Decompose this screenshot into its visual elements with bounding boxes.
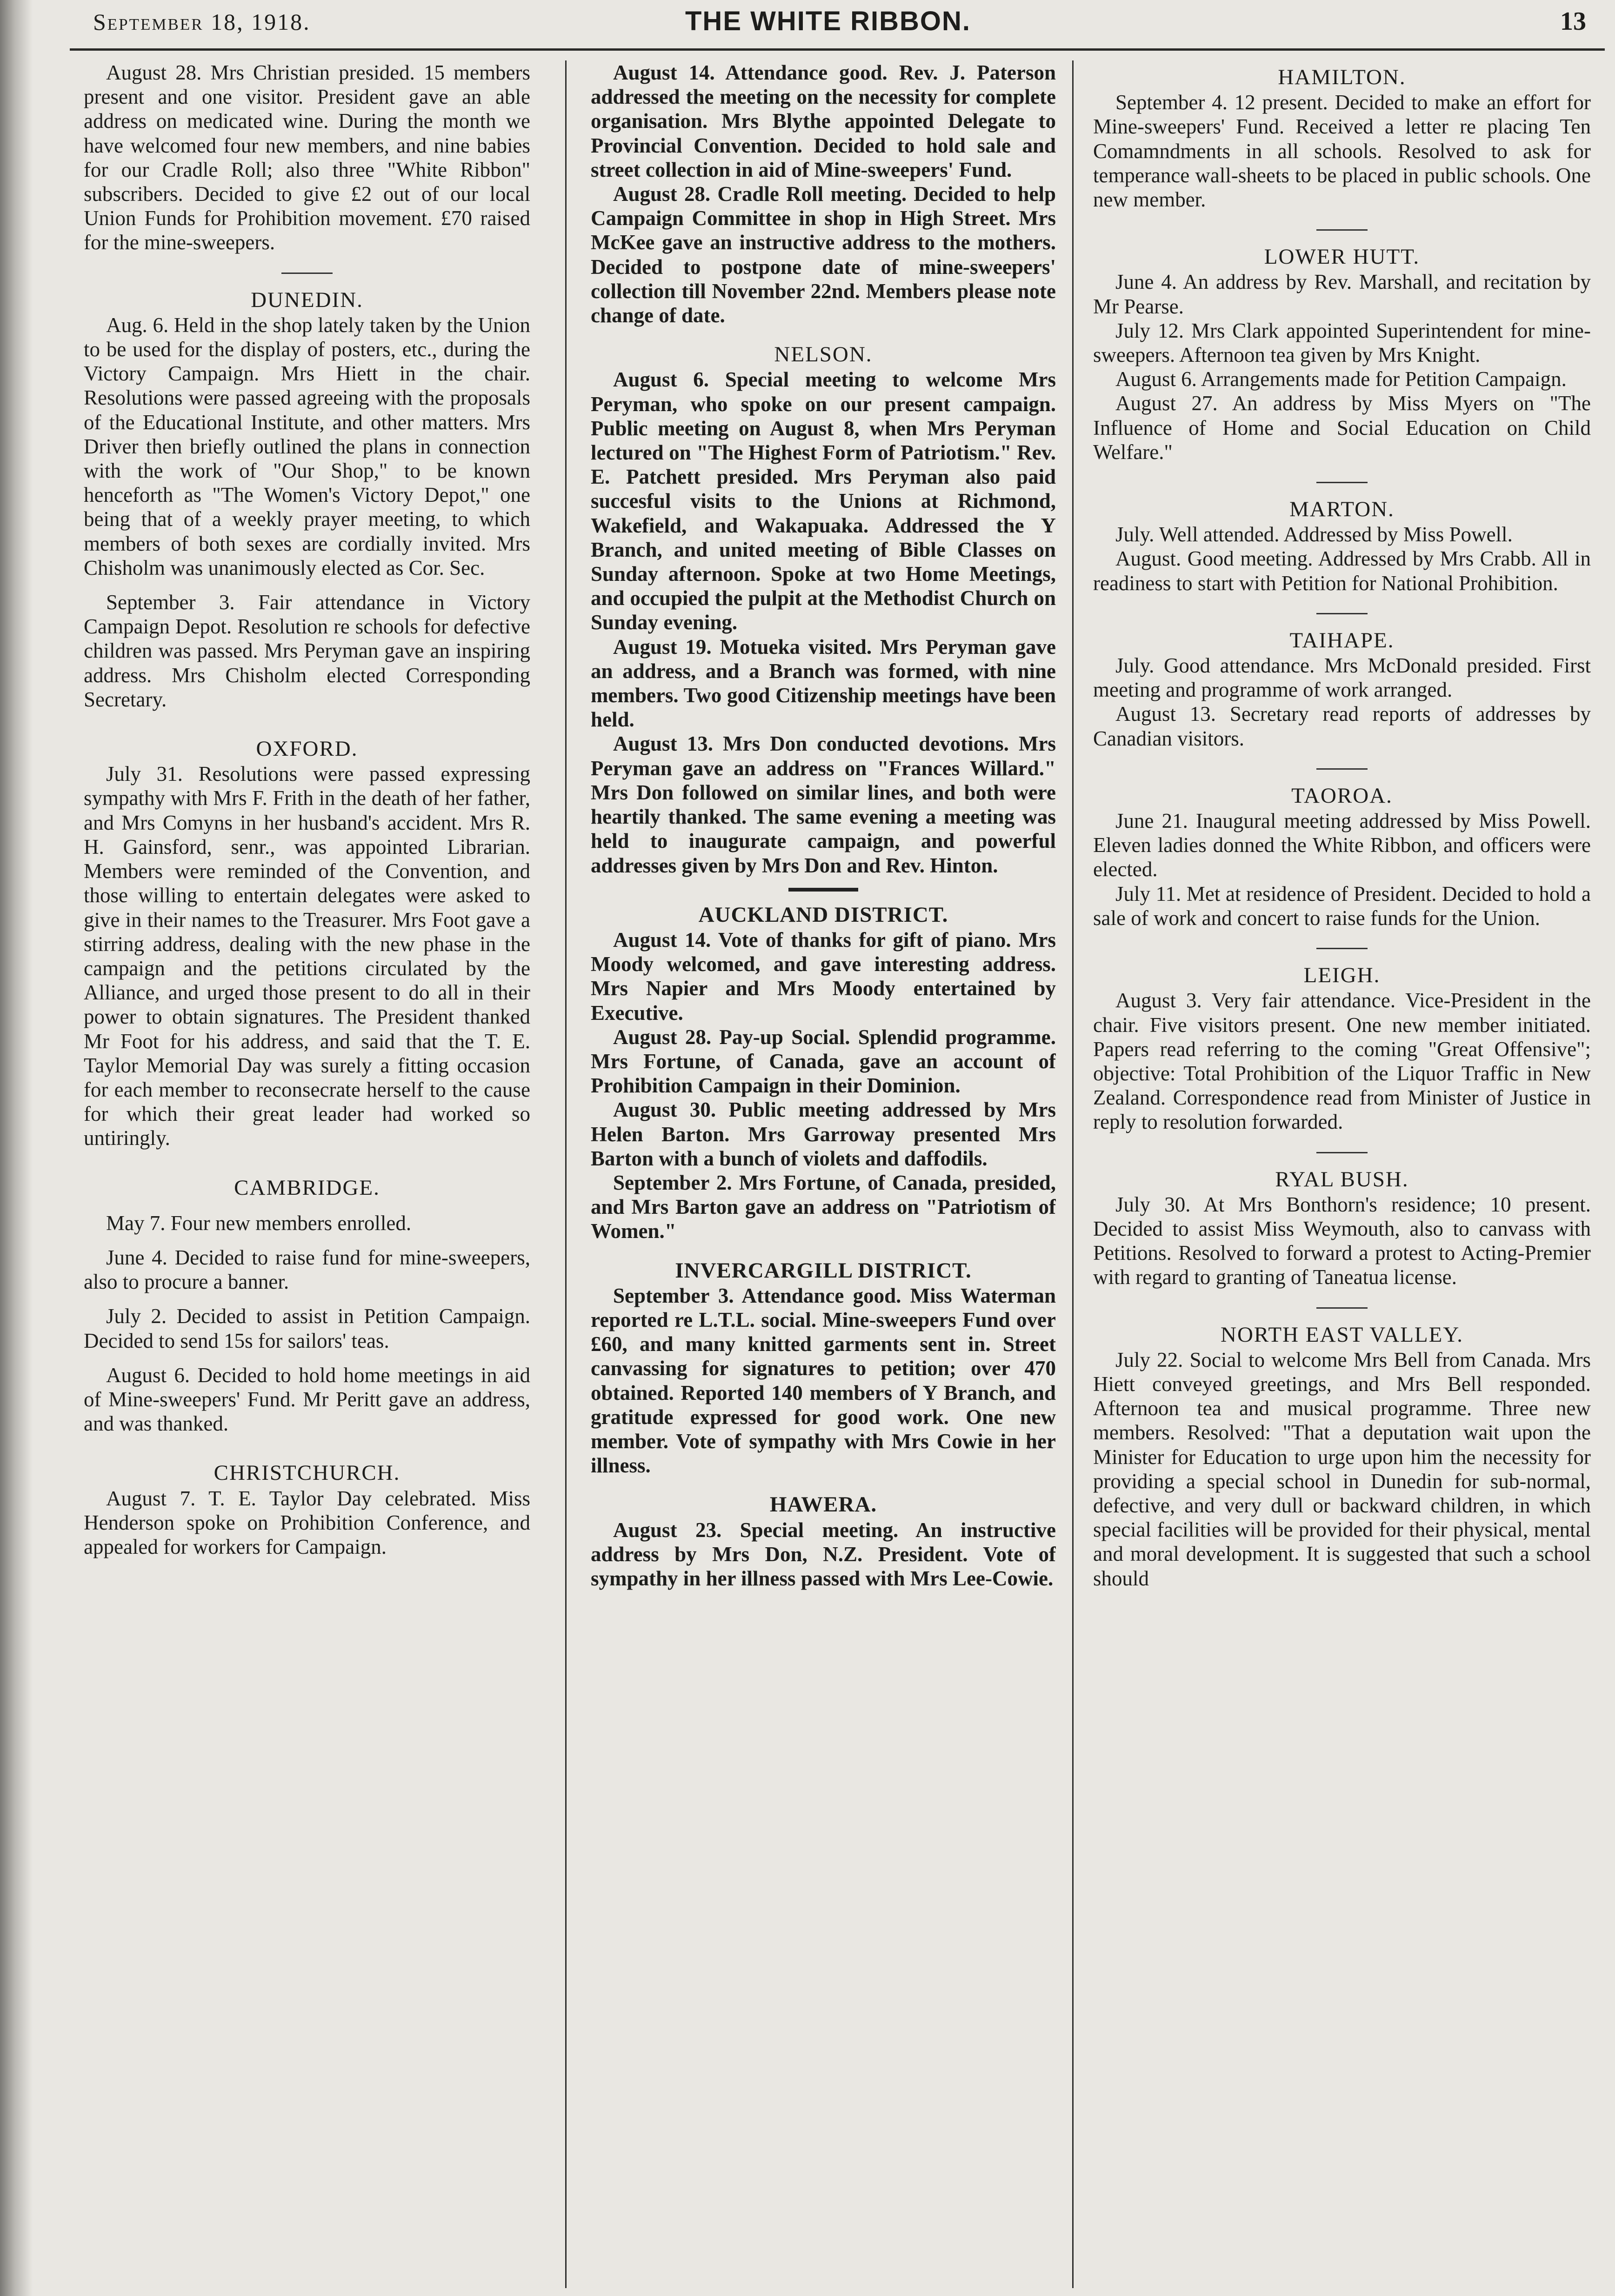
paragraph: August 3. Very fair attendance. Vice-President in the chair. Five visitors present. One new member initiated. Papers read referring to the coming "Great Offensive"; objective: Total Prohibition of the Liquor Traffic in New Zealand. Correspondence read from Minister of Justice in reply to resolution forwarded.	[1093, 989, 1591, 1134]
section-rule	[1316, 1307, 1368, 1309]
page-number: 13	[1560, 7, 1586, 36]
paragraph: July 11. Met at residence of President. Decided to hold a sale of work and concert to raise funds for the Union.	[1093, 882, 1591, 930]
paragraph: August 28. Mrs Christian presided. 15 members present and one visitor. President gave an able address on medicated wine. During the month we have welcomed four new members, and nine babies for our Cradle Roll; also three "White Ribbon" subscribers. Decided to give £2 out of our local Union Funds for Prohibition movement. £70 raised for the mine-sweepers.	[84, 61, 530, 254]
paragraph: August 6. Special meeting to welcome Mrs Peryman, who spoke on our present campaign. Public meeting on August 8, when Mrs Peryman lectured on "The Highest Form of Patriotism." Rev. E. Patchett presided. Mrs Peryman also paid succesful visits to the Unions at Richmond, Wakefield, and Wakapuaka. Addressed the Y Branch, and united meeting of Bible Classes on Sunday afternoon. Spoke at two Home Meetings, and occupied the pulpit at the Methodist Church on Sunday evening.	[591, 368, 1056, 634]
paragraph: August 14. Vote of thanks for gift of piano. Mrs Moody welcomed, and gave interesting address. Mrs Napier and Mrs Moody entertained by Executive.	[591, 928, 1056, 1025]
paragraph: June 4. An address by Rev. Marshall, and recitation by Mr Pearse.	[1093, 270, 1591, 318]
paragraph: August. Good meeting. Addressed by Mrs Crabb. All in readiness to start with Petition for National Prohibition.	[1093, 547, 1591, 595]
section-rule	[281, 273, 333, 274]
paragraph: August 14. Attendance good. Rev. J. Paterson addressed the meeting on the necessity for complete organisation. Mrs Blythe appointed Delegate to Provincial Convention. Decided to hold sale and street collection in aid of Mine-sweepers' Fund.	[591, 61, 1056, 181]
paragraph: September 4. 12 present. Decided to make an effort for Mine-sweepers' Fund. Received a letter re placing Ten Comamndments in all schools. Resolved to ask for temperance wall-sheets to be placed in public schools. One new member.	[1093, 91, 1591, 212]
section-heading-invercargill: INVERCARGILL DISTRICT.	[675, 1258, 972, 1283]
paragraph: July 2. Decided to assist in Petition Campaign. Decided to send 15s for sailors' teas.	[84, 1304, 530, 1352]
paragraph: July 31. Resolutions were passed expressing sympathy with Mrs F. Frith in the death of her father, and Mrs Comyns in her husband's accident. Mrs R. H. Gainsford, senr., was appointed Librarian. Members were reminded of the Convention, and those willing to entertain delegates were asked to give in their names to the Treasurer. Mrs Foot gave a stirring address, dealing with the new phase in the campaign and the petitions circulated by the Alliance, and urged those present to do all in their power to obtain signatures. The President thanked Mr Foot for his address, and said that the T. E. Taylor Memorial Day was surely a fitting occasion for each member to reconsecrate herself to the cause for which their great leader had worked so untiringly.	[84, 762, 530, 1150]
paragraph: August 6. Arrangements made for Petition Campaign.	[1115, 367, 1567, 391]
section-heading-nelson: NELSON.	[774, 342, 873, 367]
section-heading-dunedin: DUNEDIN.	[251, 287, 363, 312]
section-heading-christchurch: CHRISTCHURCH.	[214, 1461, 400, 1485]
section-heading-hamilton: HAMILTON.	[1278, 65, 1406, 89]
paragraph: September 3. Fair attendance in Victory Campaign Depot. Resolution re schools for defective children was passed. Mrs Peryman gave an inspiring address. Mrs Chisholm elected Corresponding Secretary.	[84, 591, 530, 711]
paragraph: July 12. Mrs Clark appointed Superintendent for mine-sweepers. Afternoon tea given by Mrs Knight.	[1093, 319, 1591, 367]
paragraph: July 22. Social to welcome Mrs Bell from Canada. Mrs Hiett conveyed greetings, and Mrs Bell responded. Afternoon tea and musical programme. Three new members. Resolved: "That a deputation wait upon the Minister for Education to urge upon him the necessity for providing a special school in Dunedin for sub-normal, defective, and very dull or backward children, in which special facilities will be provided for their physical, mental and moral development. It is suggested that such a school should	[1093, 1348, 1591, 1590]
paragraph: August 13. Secretary read reports of addresses by Canadian visitors.	[1093, 702, 1591, 750]
column-2	[591, 60, 1056, 2288]
paragraph: May 7. Four new members enrolled.	[106, 1211, 412, 1235]
paragraph: August 30. Public meeting addressed by Mrs Helen Barton. Mrs Garroway presented Mrs Barton with a bunch of violets and daffodils.	[591, 1098, 1056, 1170]
paragraph: June 4. Decided to raise fund for mine-sweepers, also to procure a banner.	[84, 1245, 530, 1294]
section-heading-ryal-bush: RYAL BUSH.	[1275, 1167, 1409, 1191]
paragraph: July 30. At Mrs Bonthorn's residence; 10 present. Decided to assist Miss Weymouth, also to canvass with Petitions. Resolved to forward a protest to Acting-Premier with regard to granting of Taneatua license.	[1093, 1192, 1591, 1289]
column-divider	[1072, 60, 1074, 2288]
paragraph: July. Well attended. Addressed by Miss Powell.	[1115, 523, 1513, 546]
column-1	[84, 60, 530, 2288]
newspaper-title: THE WHITE RIBBON.	[685, 6, 971, 36]
section-rule	[788, 888, 858, 892]
section-heading-lower-hutt: LOWER HUTT.	[1264, 245, 1420, 269]
paragraph: August 6. Decided to hold home meetings in aid of Mine-sweepers' Fund. Mr Peritt gave an address, and was thanked.	[84, 1363, 530, 1436]
paragraph: August 7. T. E. Taylor Day celebrated. Miss Henderson spoke on Prohibition Conference, and appealed for workers for Campaign.	[84, 1486, 530, 1558]
paragraph: June 21. Inaugural meeting addressed by Miss Powell. Eleven ladies donned the White Ribbon, and officers were elected.	[1093, 809, 1591, 881]
section-heading-taoroa: TAOROA.	[1291, 783, 1393, 808]
paragraph: September 3. Attendance good. Miss Waterman reported re L.T.L. social. Mine-sweepers Fund over £60, and many knitted garments sent in. Street canvassing for signatures to petition; over 470 obtained. Reported 140 members of Y Branch, and gratitude expressed for good work. One new member. Vote of sympathy with Mrs Cowie in her illness.	[591, 1284, 1056, 1477]
section-rule	[1316, 948, 1368, 949]
section-heading-hawera: HAWERA.	[769, 1492, 877, 1517]
paragraph: August 23. Special meeting. An instructive address by Mrs Don, N.Z. President. Vote of sympathy in her illness passed with Mrs Lee-Cowie.	[591, 1518, 1056, 1590]
paragraph: July. Good attendance. Mrs McDonald presided. First meeting and programme of work arranged.	[1093, 654, 1591, 702]
section-heading-leigh: LEIGH.	[1303, 963, 1381, 988]
paragraph: August 19. Motueka visited. Mrs Peryman gave an address, and a Branch was formed, with nine members. Two good Citizenship meetings have been held.	[591, 635, 1056, 732]
section-heading-oxford: OXFORD.	[256, 737, 358, 761]
paragraph: August 13. Mrs Don conducted devotions. Mrs Peryman gave an address on "Frances Willard." Mrs Don followed on similar lines, and both were heartily thanked. The same evening a meeting was held to inaugurate campaign, and powerful addresses given by Mrs Don and Rev. Hinton.	[591, 732, 1056, 877]
paragraph: August 27. An address by Miss Myers on "The Influence of Home and Social Education on Child Welfare."	[1093, 392, 1591, 464]
section-heading-taihape: TAIHAPE.	[1289, 628, 1395, 652]
section-heading-cambridge: CAMBRIDGE.	[234, 1175, 380, 1200]
section-rule	[1316, 613, 1368, 614]
paragraph: August 28. Pay-up Social. Splendid programme. Mrs Fortune, of Canada, gave an account of Prohibition Campaign in their Dominion.	[591, 1025, 1056, 1098]
page-header	[70, 0, 1595, 44]
section-rule	[1316, 229, 1368, 231]
column-3	[1093, 60, 1591, 2288]
paragraph: August 28. Cradle Roll meeting. Decided to help Campaign Committee in shop in High Street. Mrs McKee gave an instructive address to the mothers. Decided to postpone date of mine-sweepers' collection till November 22nd. Members please note change of date.	[591, 182, 1056, 327]
section-rule	[1316, 1152, 1368, 1153]
section-heading-marton: MARTON.	[1289, 497, 1395, 522]
header-date: September 18, 1918.	[93, 9, 311, 35]
paragraph: Aug. 6. Held in the shop lately taken by the Union to be used for the display of posters, etc., during the Victory Campaign. Mrs Hiett in the chair. Resolutions were passed agreeing with the proposals of the Educational Institute, and other matters. Mrs Driver then briefly outlined the plans in connection with the work of "Our Shop," to be known henceforth as "The Women's Victory Depot," one being that of a weekly prayer meeting, to which members of both sexes are cordially invited. Mrs Chisholm was unanimously elected as Cor. Sec.	[84, 313, 530, 579]
section-rule	[1316, 482, 1368, 483]
header-rule	[70, 48, 1605, 51]
paragraph: September 2. Mrs Fortune, of Canada, presided, and Mrs Barton gave an address on "Patriotism of Women."	[591, 1171, 1056, 1243]
section-heading-north-east-valley: NORTH EAST VALLEY.	[1221, 1322, 1463, 1347]
section-heading-auckland: AUCKLAND DISTRICT.	[698, 902, 948, 927]
page-edge-shadow	[0, 0, 33, 2296]
column-divider	[565, 60, 567, 2288]
section-rule	[1316, 768, 1368, 770]
